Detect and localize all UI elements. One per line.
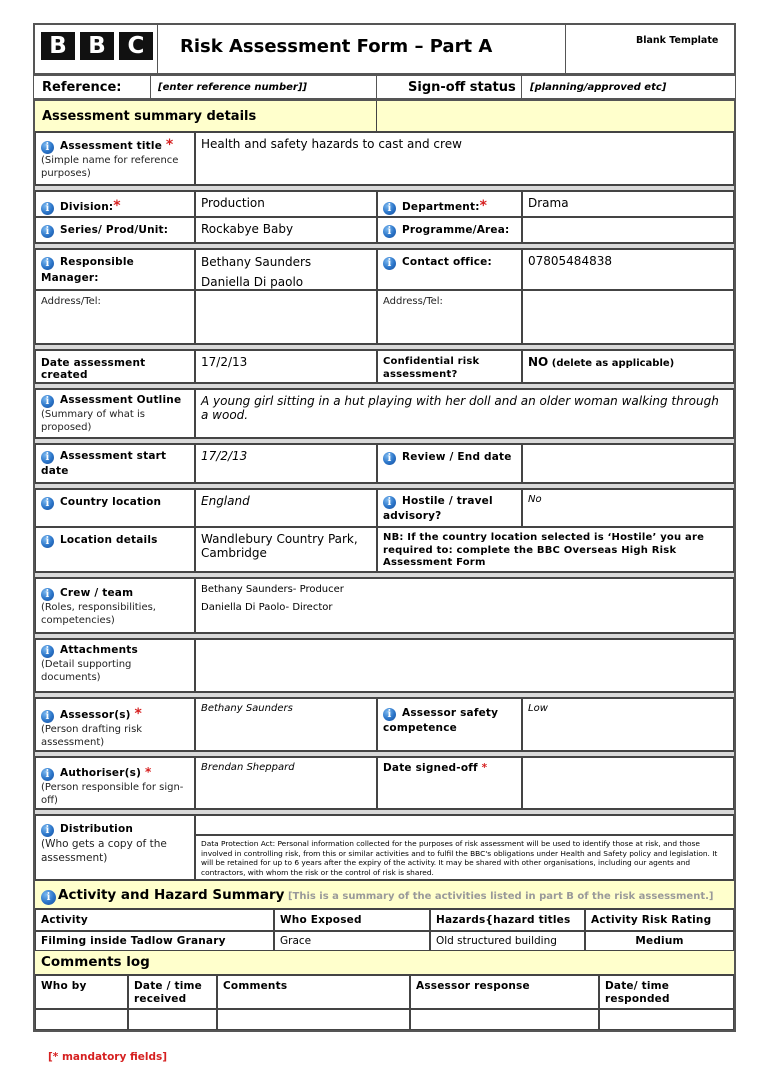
assessors-label — [35, 698, 195, 751]
section-title: Activity and Hazard Summary — [58, 887, 285, 903]
table-cell-who-exposed[interactable]: Grace — [274, 931, 430, 951]
label-text: Assessor safety competence — [383, 707, 499, 734]
column-header: Who by — [35, 975, 128, 1009]
label-text: Date signed-off — [383, 762, 478, 774]
contact-input[interactable]: 07805484838 — [522, 249, 734, 290]
authorisers-label — [35, 757, 195, 809]
logo-letter: B — [80, 32, 114, 60]
table-cell-who-by[interactable] — [35, 1009, 128, 1030]
country-input[interactable]: England — [195, 489, 377, 527]
signoff-input[interactable]: [planning/approved etc] — [530, 82, 667, 93]
review-date-label — [377, 444, 522, 483]
info-icon[interactable]: i — [383, 225, 396, 238]
confidential-label: Confidential risk assessment? — [377, 350, 522, 383]
country-label — [35, 489, 195, 527]
data-protection-note: Data Protection Act: Personal information collected for the purposes of risk assessment will be used to identify those at risk, and those involved in controlling risk, from this or similar activities and to fulfil the BBC's obligations under Health and Safety policy and legislation. It will be retained for up to 6 years after the expiry of the activity. It may be shared with other organisations, including our agents and contractors, with whom the risk or the control of risk is shared. — [195, 835, 734, 880]
label-text: Hostile / travel advisory? — [383, 495, 493, 522]
section-header-comments: Comments log — [35, 951, 734, 975]
distribution-input[interactable] — [195, 815, 734, 835]
start-date-input[interactable]: 17/2/13 — [195, 444, 377, 483]
divider — [376, 75, 377, 99]
template-label: Blank Template — [636, 35, 719, 46]
division-label — [35, 191, 195, 217]
section-header-activity — [35, 880, 734, 909]
label-sub: (Simple name for reference purposes) — [41, 155, 179, 179]
logo-letter: C — [119, 32, 153, 60]
info-icon[interactable]: i — [41, 497, 54, 510]
divider — [150, 75, 151, 99]
reference-label: Reference: — [42, 80, 122, 95]
label-sub: (Summary of what is proposed) — [41, 409, 145, 433]
address-left-label: Address/Tel: — [35, 290, 195, 344]
label-text: Responsible Manager: — [41, 256, 134, 284]
section-note: [This is a summary of the activities listed in part B of the risk assessment.] — [287, 891, 714, 902]
division-input[interactable]: Production — [195, 191, 377, 217]
programme-input[interactable] — [522, 217, 734, 243]
info-icon[interactable]: i — [383, 257, 396, 270]
outline-label — [35, 389, 195, 438]
confidential-note: (delete as applicable) — [551, 358, 675, 369]
table-cell-activity[interactable]: Filming inside Tadlow Granary — [35, 931, 274, 951]
column-header: Date/ time responded — [599, 975, 734, 1009]
manager-name: Bethany Saunders — [201, 255, 312, 269]
required-marker: * — [481, 762, 488, 774]
start-date-label — [35, 444, 195, 483]
assessor-competence-input[interactable]: Low — [522, 698, 734, 751]
label-text: Attachments — [60, 644, 138, 656]
confidential-value: NO — [528, 355, 549, 369]
required-marker: * — [479, 198, 488, 214]
page-title: Risk Assessment Form – Part A — [180, 36, 493, 57]
required-marker: * — [165, 137, 174, 153]
label-text: Review / End date — [402, 451, 512, 463]
series-label — [35, 217, 195, 243]
crew-member: Bethany Saunders- Producer — [201, 584, 344, 595]
date-signed-label — [377, 757, 522, 809]
manager-name: Daniella Di paolo — [201, 275, 304, 289]
table-cell-comments[interactable] — [217, 1009, 410, 1030]
location-input[interactable]: Wandlebury Country Park, Cambridge — [195, 527, 377, 572]
divider — [376, 101, 377, 132]
label-sub: (Who gets a copy of the assessment) — [41, 838, 167, 864]
divider — [521, 75, 522, 99]
mandatory-fields-note: [* mandatory fields] — [48, 1051, 168, 1063]
label-text: Authoriser(s) — [60, 767, 142, 779]
reference-input[interactable]: [enter reference number]] — [158, 82, 307, 93]
label-text: Contact office: — [402, 256, 492, 268]
location-label — [35, 527, 195, 572]
required-marker: * — [113, 198, 121, 214]
info-icon[interactable]: i — [41, 768, 54, 781]
assessment-title-label — [35, 132, 195, 185]
distribution-label — [35, 815, 195, 880]
info-icon[interactable]: i — [41, 141, 54, 154]
info-icon[interactable]: i — [41, 257, 54, 270]
table-cell-assessor-response[interactable] — [410, 1009, 599, 1030]
column-header: Assessor response — [410, 975, 599, 1009]
info-icon[interactable]: i — [383, 202, 396, 215]
address-right-label: Address/Tel: — [377, 290, 522, 344]
info-icon[interactable]: i — [41, 451, 54, 464]
label-text: Series/ Prod/Unit: — [60, 224, 169, 236]
department-label — [377, 191, 522, 217]
label-sub: (Person drafting risk assessment) — [41, 724, 143, 748]
contact-label — [377, 249, 522, 290]
label-text: Department: — [402, 201, 480, 213]
table-cell-risk-rating[interactable]: Medium — [585, 931, 734, 951]
info-icon[interactable]: i — [41, 395, 54, 408]
label-text: Distribution — [60, 823, 134, 835]
info-icon[interactable]: i — [41, 710, 54, 723]
column-header: Activity — [35, 909, 274, 931]
divider — [565, 24, 566, 74]
label-text: Assessor(s) — [60, 709, 131, 721]
section-title: Assessment summary details — [42, 109, 257, 124]
series-input[interactable]: Rockabye Baby — [195, 217, 377, 243]
manager-label — [35, 249, 195, 290]
assessment-title-input[interactable]: Health and safety hazards to cast and crew — [195, 132, 734, 185]
label-text: Assessment start date — [41, 450, 167, 477]
label-text: Assessment Outline — [60, 394, 182, 406]
address-right-input[interactable] — [522, 290, 734, 344]
hostile-input[interactable]: No — [522, 489, 734, 527]
hostile-label — [377, 489, 522, 527]
info-icon[interactable]: i — [41, 890, 56, 905]
column-header: Activity Risk Rating — [585, 909, 734, 931]
required-marker: * — [134, 706, 143, 722]
crew-input[interactable] — [195, 578, 734, 633]
table-cell-date-responded[interactable] — [599, 1009, 734, 1030]
info-icon[interactable]: i — [383, 708, 396, 721]
table-cell-date-received[interactable] — [128, 1009, 217, 1030]
manager-input[interactable] — [195, 249, 377, 290]
bbc-logo — [41, 32, 158, 60]
label-sub: (Detail supporting documents) — [41, 659, 132, 683]
department-input[interactable]: Drama — [522, 191, 734, 217]
outline-input[interactable]: A young girl sitting in a hut playing with her doll and an older woman walking through a wood. — [195, 389, 734, 438]
column-header: Comments — [217, 975, 410, 1009]
date-created-label: Date assessment created — [35, 350, 195, 383]
attachments-input[interactable] — [195, 639, 734, 692]
authorisers-input[interactable]: Brendan Sheppard — [195, 757, 377, 809]
required-marker: * — [144, 765, 152, 779]
info-icon[interactable]: i — [41, 535, 54, 548]
programme-label — [377, 217, 522, 243]
label-text: Crew / team — [60, 587, 134, 599]
assessors-input[interactable]: Bethany Saunders — [195, 698, 377, 751]
label-text: Location details — [60, 534, 158, 546]
label-text: Division: — [60, 201, 114, 213]
info-icon[interactable]: i — [41, 645, 54, 658]
logo-letter: B — [41, 32, 75, 60]
info-icon[interactable]: i — [383, 496, 396, 509]
address-left-input[interactable] — [195, 290, 377, 344]
signoff-label: Sign-off status — [408, 80, 516, 95]
label-sub: (Person responsible for sign-off) — [41, 782, 184, 806]
attachments-label — [35, 639, 195, 692]
hostile-note: NB: If the country location selected is ‘Hostile’ you are required to: complete the BBC Overseas High Risk Assessment Form — [377, 527, 734, 572]
column-header: Who Exposed — [274, 909, 430, 931]
info-icon[interactable]: i — [41, 588, 54, 601]
date-created-input[interactable]: 17/2/13 — [195, 350, 377, 383]
label-text: Programme/Area: — [402, 224, 510, 236]
review-date-input[interactable] — [522, 444, 734, 483]
info-icon[interactable]: i — [41, 225, 54, 238]
table-cell-hazards[interactable]: Old structured building — [430, 931, 585, 951]
column-header: Hazards{hazard titles — [430, 909, 585, 931]
crew-label — [35, 578, 195, 633]
label-sub: (Roles, responsibilities, competencies) — [41, 602, 156, 626]
column-header: Date / time received — [128, 975, 217, 1009]
label-text: Country location — [60, 496, 162, 508]
date-signed-input[interactable] — [522, 757, 734, 809]
crew-member: Daniella Di Paolo- Director — [201, 602, 333, 613]
label-text: Assessment title — [60, 140, 163, 152]
assessor-competence-label — [377, 698, 522, 751]
confidential-input[interactable] — [522, 350, 734, 383]
divider — [157, 24, 158, 74]
info-icon[interactable]: i — [41, 824, 54, 837]
info-icon[interactable]: i — [41, 202, 54, 215]
info-icon[interactable]: i — [383, 452, 396, 465]
